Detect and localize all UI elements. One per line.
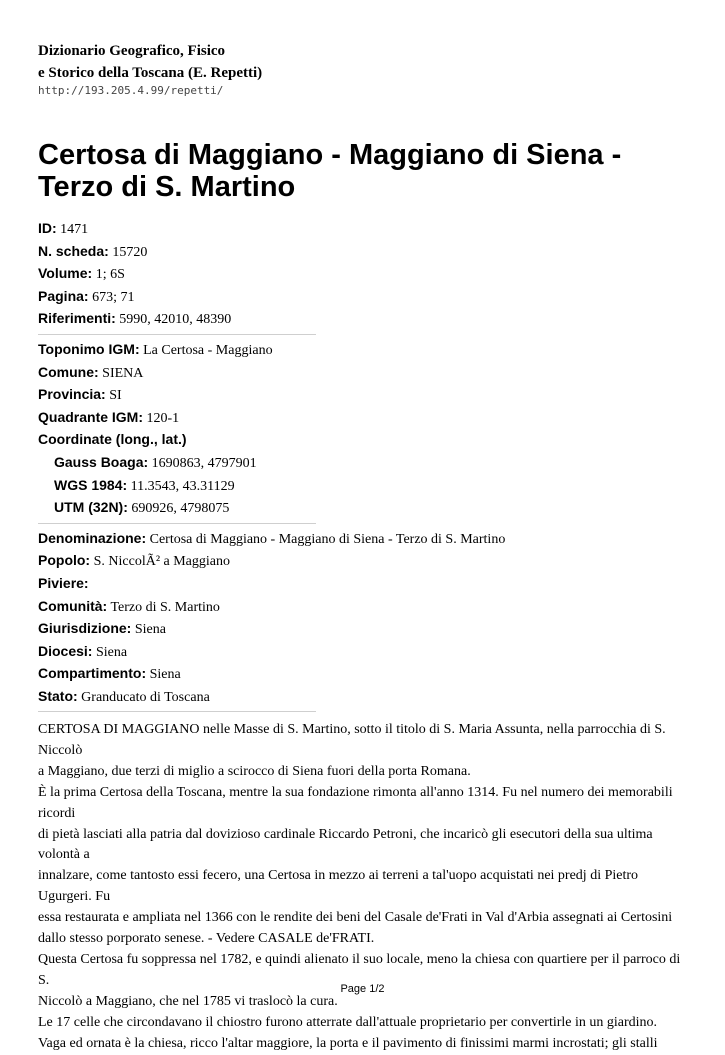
field-value: S. NiccolÃ² a Maggiano — [93, 554, 230, 570]
field-label: Comunità: — [38, 597, 108, 614]
field-label: Pagina: — [38, 287, 89, 304]
field-giurisdizione — [38, 618, 505, 641]
body-line: CERTOSA DI MAGGIANO nelle Masse di S. Martino, sotto il titolo di S. Maria Assunta, nella parrocchia di S. Niccolò — [38, 722, 666, 758]
field-label: WGS 1984: — [54, 476, 128, 493]
field-value: Siena — [134, 622, 166, 638]
field-pagina — [38, 286, 505, 309]
body-line: Niccolò a Maggiano, che nel 1785 vi traslocò la cura. — [38, 993, 338, 1009]
field-value: 120-1 — [146, 410, 180, 426]
section-divider — [38, 523, 316, 524]
page-title: Certosa di Maggiano - Maggiano di Siena - Terzo di S. Martino — [38, 139, 622, 203]
body-line: essa restaurata e ampliata nel 1366 con le rendite dei beni del Casale de'Frati in Val d'Arbia assegnati ai Certosini — [38, 910, 673, 926]
field-value: 5990, 42010, 48390 — [119, 312, 232, 328]
field-riferimenti — [38, 308, 505, 331]
field-label: Coordinate (long., lat.) — [38, 431, 187, 448]
field-value: Siena — [95, 644, 128, 660]
source-url[interactable]: http://193.205.4.99/repetti/ — [38, 84, 224, 97]
field-utm — [38, 497, 505, 520]
field-compartimento — [38, 663, 505, 686]
body-line: di pietà lasciati alla patria dal dovizioso cardinale Riccardo Petroni, che incaricò gli esecutori della sua ultima volontà a — [38, 826, 653, 863]
section-divider — [38, 711, 316, 712]
field-quadrante — [38, 407, 505, 430]
field-label: Denominazione: — [38, 529, 147, 546]
body-line: dallo stesso porporato senese. - Vedere CASALE de'FRATI. — [38, 931, 375, 947]
source-title-line-2: e Storico della Toscana (E. Repetti) — [38, 65, 263, 81]
body-line: innalzare, come tantosto essi fecero, una Certosa in mezzo ai terreni a tal'uopo acquistati nei predj di Pietro Ugurgeri. Fu — [38, 868, 639, 905]
field-value: 1471 — [60, 222, 89, 237]
field-scheda — [38, 241, 505, 264]
field-label: Giurisdizione: — [38, 620, 132, 637]
field-value: Terzo di S. Martino — [110, 599, 220, 615]
field-value: La Certosa - Maggiano — [143, 342, 273, 358]
section-divider — [38, 334, 316, 335]
entry-body — [38, 720, 693, 1055]
body-line: È la prima Certosa della Toscana, mentre la sua fondazione rimonta all'anno 1314. Fu nel numero dei memorabili ricordi — [38, 784, 673, 821]
field-diocesi — [38, 641, 505, 664]
field-value: SI — [109, 388, 122, 404]
document-header — [38, 40, 262, 98]
field-comunita — [38, 596, 505, 619]
field-label: UTM (32N): — [54, 499, 128, 516]
field-value: Siena — [149, 667, 181, 683]
field-label: Gauss Boaga: — [54, 453, 149, 470]
field-label: Comune: — [38, 363, 99, 380]
field-value: 1690863, 4797901 — [151, 455, 257, 471]
field-stato — [38, 686, 505, 709]
field-value: 690926, 4798075 — [131, 501, 230, 517]
field-value: Certosa di Maggiano - Maggiano di Siena - Terzo di S. Martino — [149, 531, 506, 547]
field-value: 1; 6S — [95, 267, 125, 283]
page-number: Page 1/2 — [340, 983, 385, 995]
field-label: Riferimenti: — [38, 310, 116, 327]
field-popolo — [38, 550, 505, 573]
field-label: Popolo: — [38, 552, 91, 569]
field-volume — [38, 263, 505, 286]
field-label: Compartimento: — [38, 665, 147, 682]
field-denominazione — [38, 528, 505, 551]
field-label: Piviere: — [38, 574, 89, 591]
field-label: Provincia: — [38, 386, 106, 403]
field-wgs84 — [38, 475, 505, 498]
field-gauss-boaga — [38, 452, 505, 475]
field-piviere — [38, 573, 505, 596]
field-label: Volume: — [38, 265, 93, 282]
field-value: 11.3543, 43.31129 — [130, 478, 235, 494]
metadata-fields — [38, 218, 505, 716]
field-comune — [38, 362, 505, 385]
field-toponimo — [38, 339, 505, 362]
field-value: Granducato di Toscana — [81, 689, 210, 705]
field-label: Quadrante IGM: — [38, 408, 144, 425]
field-value: SIENA — [102, 365, 144, 381]
field-label: Stato: — [38, 687, 78, 704]
body-line: Le 17 celle che circondavano il chiostro furono atterrate dall'attuale proprietario per convertirle in un giardino. — [38, 1014, 658, 1030]
field-value: 15720 — [112, 244, 148, 260]
body-line: Questa Certosa fu soppressa nel 1782, e quindi alienato il suo locale, meno la chiesa con quartiere per il parroco di S. — [38, 951, 681, 988]
field-id — [38, 218, 505, 241]
body-line: a Maggiano, due terzi di miglio a scirocco di Siena fuori della porta Romana. — [38, 763, 471, 779]
source-title-line-1: Dizionario Geografico, Fisico — [38, 43, 226, 59]
body-line: Vaga ed ornata è la chiesa, ricco l'altar maggiore, la porta e il pavimento di finissimi marmi incrostati; gli stalli — [38, 1035, 658, 1051]
field-coordinate — [38, 429, 505, 452]
field-label: Toponimo IGM: — [38, 340, 140, 357]
field-provincia — [38, 384, 505, 407]
field-label: ID: — [38, 220, 57, 236]
field-value: 673; 71 — [92, 289, 135, 305]
field-label: Diocesi: — [38, 642, 93, 659]
field-label: N. scheda: — [38, 242, 109, 259]
